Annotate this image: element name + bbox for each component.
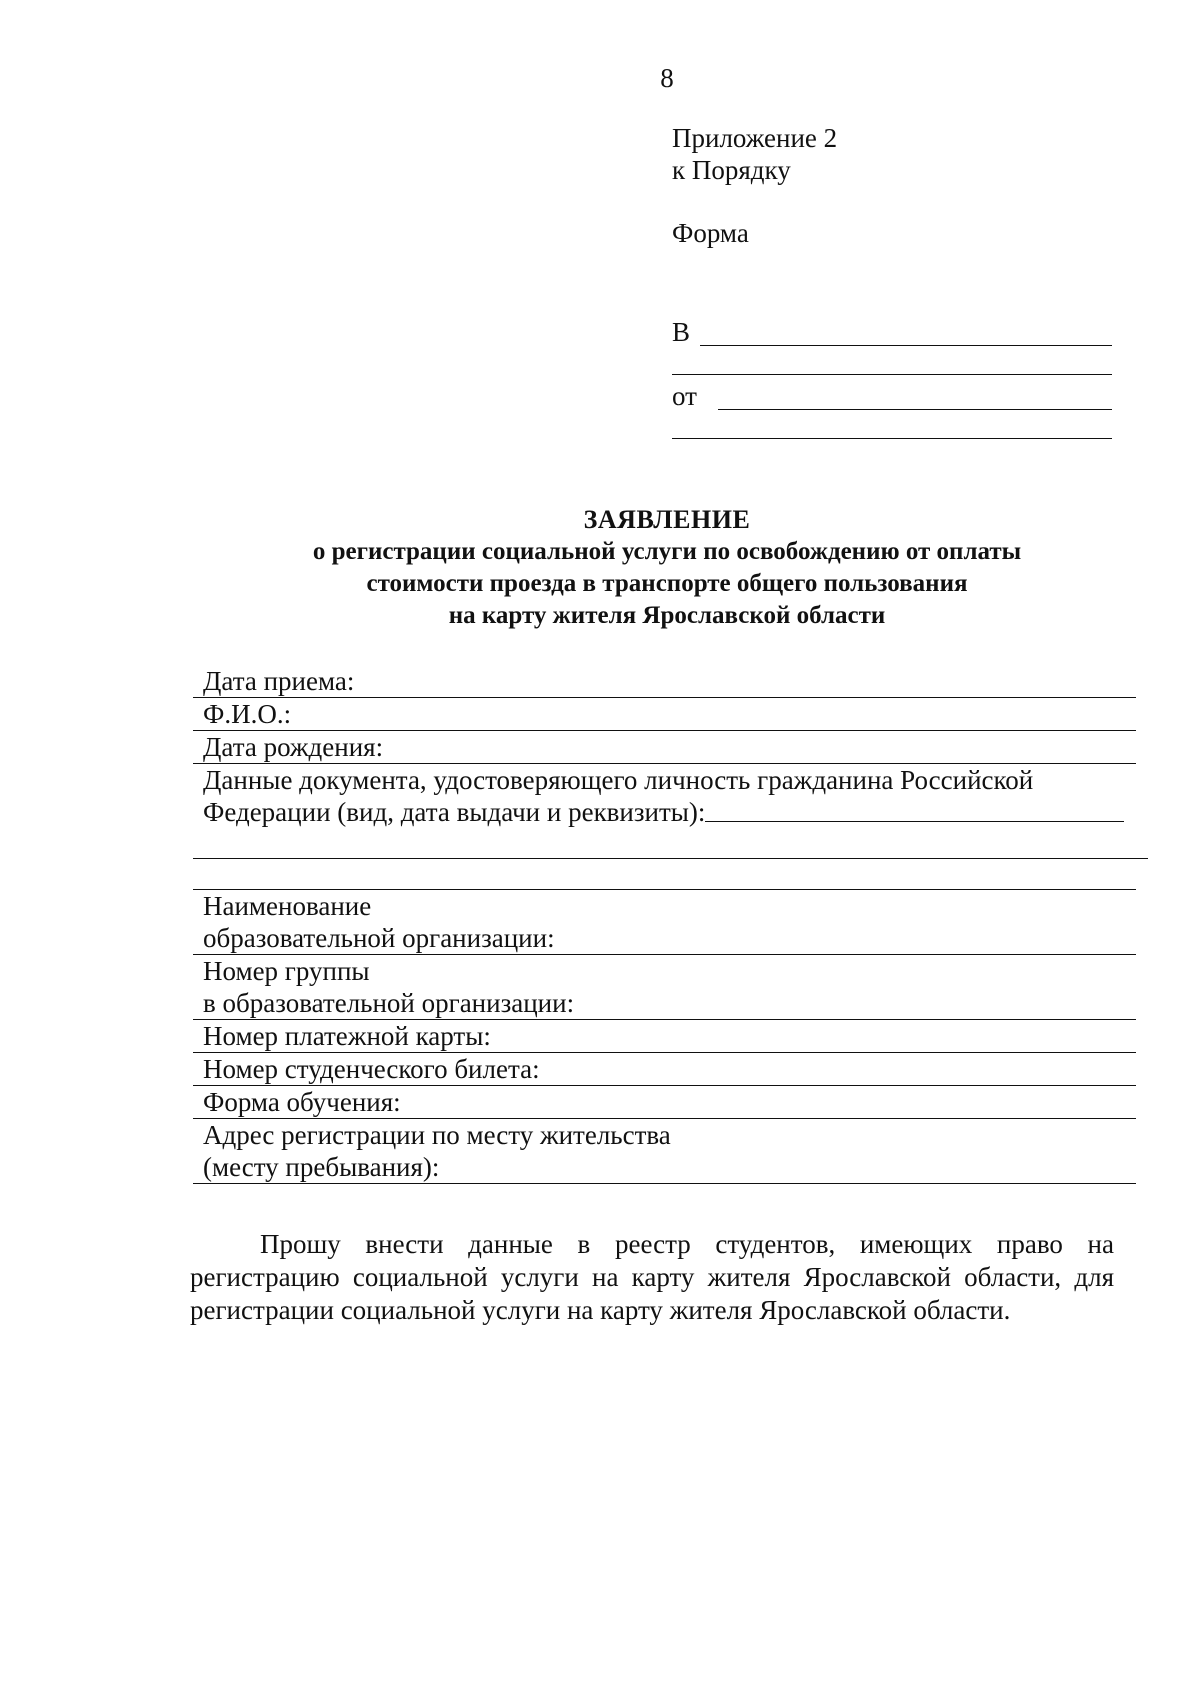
field-address-label: Адрес регистрации по месту жительства — [203, 1120, 671, 1150]
field-id-document-blank-2[interactable] — [193, 828, 1148, 859]
sender-line[interactable] — [672, 378, 1112, 412]
field-group[interactable]: в образовательной организации: — [193, 987, 1136, 1020]
field-id-document[interactable] — [193, 796, 1136, 828]
document-title — [0, 504, 1200, 632]
appendix-line-2: к Порядку — [672, 155, 791, 185]
field-id-document-label-2: Федерации (вид, дата выдачи и реквизиты): — [203, 797, 706, 827]
field-date-received[interactable]: Дата приема: — [193, 665, 1136, 698]
field-birth-date[interactable]: Дата рождения: — [193, 731, 1136, 764]
field-address[interactable]: (месту пребывания): — [193, 1151, 1136, 1184]
field-fio[interactable]: Ф.И.О.: — [193, 698, 1136, 731]
addressee-blank[interactable] — [700, 345, 1112, 346]
application-fields — [193, 665, 1136, 1184]
addressee-line[interactable] — [672, 314, 1112, 348]
page-number: 8 — [660, 63, 674, 93]
title-main: ЗАЯВЛЕНИЕ — [583, 505, 751, 534]
field-organization[interactable]: образовательной организации: — [193, 922, 1136, 955]
title-subtitle-1: о регистрации социальной услуги по освобождению от оплаты — [312, 538, 1022, 565]
sender-blank[interactable] — [718, 409, 1112, 410]
field-organization-label: Наименование — [203, 891, 372, 921]
sender-blank-2[interactable] — [672, 438, 1112, 439]
title-subtitle-3: на карту жителя Ярославской области — [448, 602, 886, 629]
addressee-prefix: В — [672, 317, 691, 347]
appendix-reference — [672, 122, 837, 186]
title-subtitle-2: стоимости проезда в транспорте общего пользования — [366, 570, 968, 597]
field-id-document-blank[interactable] — [705, 821, 1124, 822]
form-label: Форма — [672, 218, 749, 248]
appendix-line-1: Приложение 2 — [672, 123, 838, 153]
sender-prefix: от — [672, 381, 697, 411]
field-id-document-label: Данные документа, удостоверяющего личность гражданина Российской — [203, 765, 1034, 795]
addressee-blank-2[interactable] — [672, 374, 1112, 375]
field-study-form[interactable]: Форма обучения: — [193, 1086, 1136, 1119]
field-card-number[interactable]: Номер платежной карты: — [193, 1020, 1136, 1053]
field-student-id[interactable]: Номер студенческого билета: — [193, 1053, 1136, 1086]
field-group-label: Номер группы — [203, 956, 370, 986]
request-paragraph: Прошу внести данные в реестр студентов, имеющих право на регистрацию социальной услуги на карту жителя Ярославской области, для регистрации социальной услуги на карту жителя Ярославской области. — [190, 1229, 1114, 1325]
field-id-document-blank-3[interactable] — [193, 859, 1136, 890]
